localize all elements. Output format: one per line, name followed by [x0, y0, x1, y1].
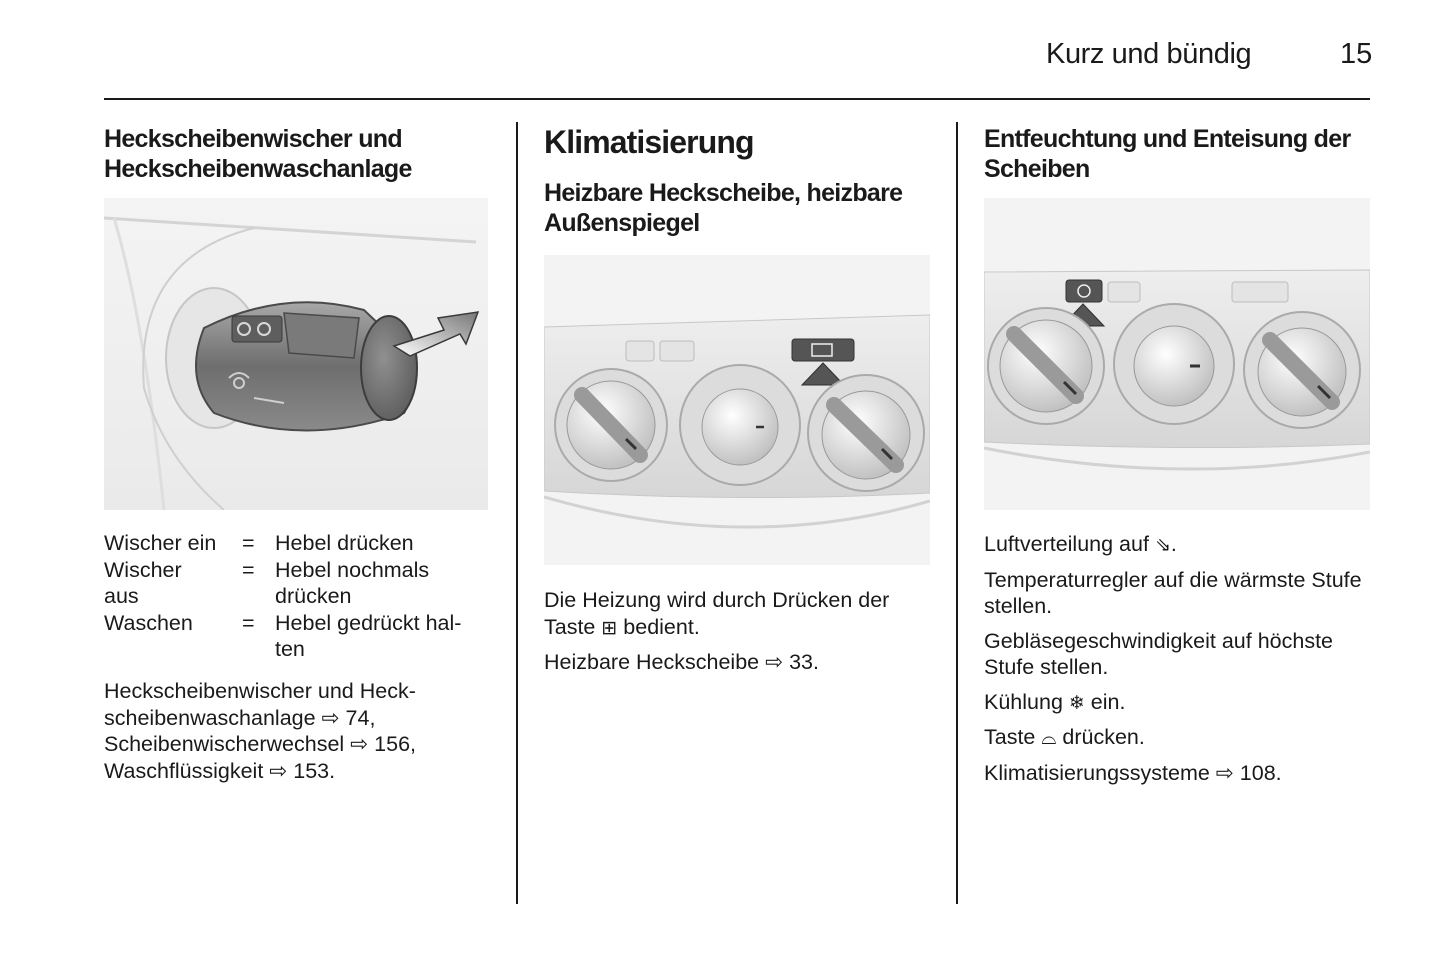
table-row: [104, 610, 490, 663]
rear-defrost-icon: ⊞: [601, 616, 618, 639]
step-text: ein.: [1090, 689, 1126, 714]
step-text: Kühlung: [984, 689, 1063, 714]
wiper-function-table: [104, 530, 490, 663]
table-value: Hebel nochmals drücken: [275, 557, 430, 608]
column-2: [544, 124, 939, 238]
step-fan-speed: Gebläsegeschwindigkeit auf höchste Stufe stellen.: [984, 628, 1333, 679]
step-cooling: [984, 689, 1379, 717]
table-eq: =: [242, 531, 255, 555]
heading-rear-wiper: Heckscheibenwischer und Heckscheibenwaschanlage: [104, 125, 412, 183]
windscreen-airflow-icon: ⇘: [1154, 534, 1171, 556]
defrost-steps: [984, 531, 1379, 786]
climate-panel-figure: [544, 255, 930, 565]
windscreen-defrost-icon: ⌓: [1041, 727, 1057, 749]
header-rule: [104, 98, 1370, 100]
reference-line[interactable]: Klimatisierungssysteme ⇨ 108.: [984, 760, 1282, 785]
reference-line[interactable]: Scheibenwischerwechsel ⇨ 156,: [104, 732, 417, 756]
reference-line[interactable]: Waschflüssigkeit ⇨ 153.: [104, 758, 336, 783]
table-value: Hebel gedrückt hal-ten: [275, 610, 462, 661]
heating-text: [544, 587, 939, 676]
table-key: Wischer ein: [104, 531, 217, 555]
column-3: [984, 124, 1374, 184]
wiper-references: [104, 678, 504, 784]
column-1: [104, 124, 494, 184]
snowflake-icon: ❄: [1068, 691, 1085, 714]
section-title: Kurz und bündig: [1046, 38, 1252, 70]
heating-text-b: Taste: [544, 614, 596, 639]
heating-text-c: bedient.: [623, 614, 700, 639]
table-row: [104, 557, 490, 610]
heating-text-a: Die Heizung wird durch Drücken der: [544, 588, 890, 612]
heading-defog-defrost: Entfeuchtung und Enteisung der Scheiben: [984, 125, 1351, 183]
table-key: Wischer aus: [104, 557, 182, 608]
page-number: 15: [1340, 38, 1373, 70]
column-divider-2: [956, 122, 958, 904]
reference-line[interactable]: Heizbare Heckscheibe ⇨ 33.: [544, 650, 819, 674]
step-text: Taste: [984, 725, 1036, 749]
heating-paragraph: [544, 587, 939, 641]
step-temperature: Temperaturregler auf die wärmste Stufe stellen.: [984, 567, 1362, 618]
table-eq: =: [242, 610, 255, 635]
table-key: Waschen: [104, 610, 193, 635]
step-text: Luftverteilung auf: [984, 532, 1149, 556]
step-button: [984, 724, 1379, 752]
wiper-stalk-figure: [104, 198, 488, 510]
step-text: .: [1170, 532, 1177, 556]
step-air-distribution: [984, 531, 1379, 559]
table-value: Hebel drücken: [275, 531, 414, 555]
step-text: drücken.: [1062, 725, 1145, 749]
table-row: [104, 530, 490, 557]
heading-heated-rear-window: Heizbare Heckscheibe, heizbare Außenspiegel: [544, 179, 903, 237]
reference-line[interactable]: scheibenwaschanlage ⇨ 74,: [104, 705, 376, 730]
climate-panel-ac-figure: [984, 198, 1370, 510]
table-eq: =: [242, 557, 255, 582]
heading-climate: Klimatisierung: [544, 124, 754, 160]
column-divider-1: [516, 122, 518, 904]
reference-line: Heckscheibenwischer und Heck-: [104, 679, 416, 703]
